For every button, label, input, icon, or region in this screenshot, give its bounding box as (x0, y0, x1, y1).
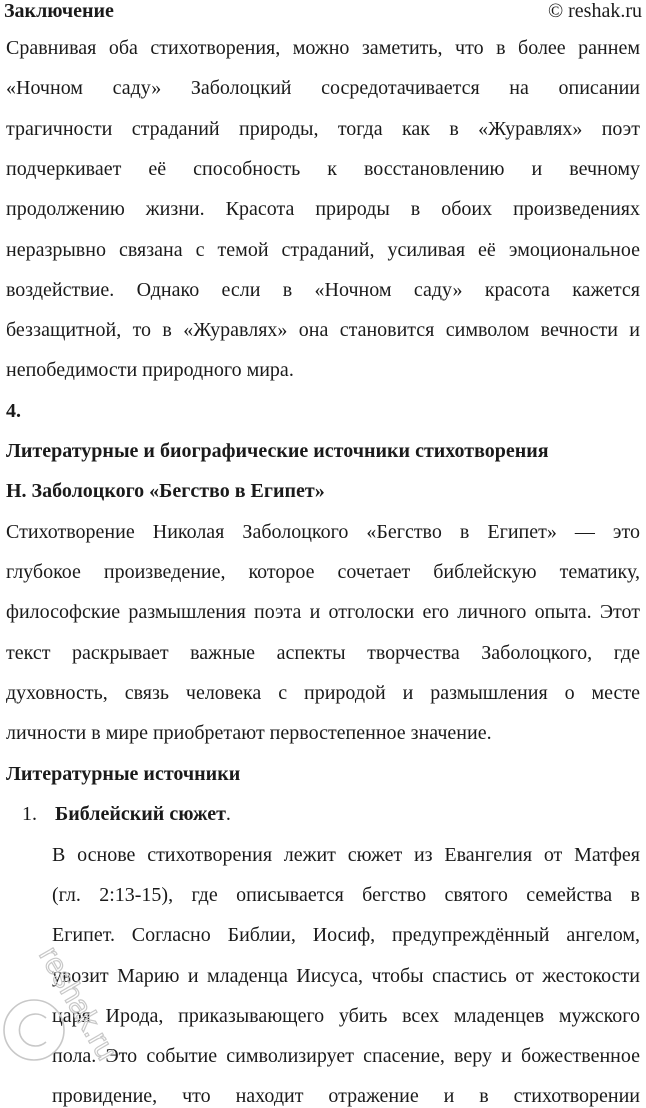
list-item-line: провидение, что находит отражение и в стихотворении (52, 1085, 640, 1107)
list-item-line: царя Ирода, приказывающего убить всех младенцев мужского (52, 1005, 640, 1027)
list-item-title: Библейский сюжет (55, 803, 226, 825)
conclusion-line: Сравнивая оба стихотворения, можно заметить, что в более раннем (6, 37, 640, 59)
intro-line: глубокое произведение, которое сочетает библейскую тематику, (6, 561, 640, 583)
intro-line: философские размышления поэта и отголоски его личного опыта. Этот (6, 601, 640, 623)
list-item-line: В основе стихотворения лежит сюжет из Евангелия от Матфея (52, 844, 640, 866)
intro-line: духовность, связь человека с природой и размышления о месте (6, 682, 640, 704)
svg-text:reshak.ru: reshak.ru (32, 941, 124, 1066)
conclusion-line: воздействие. Однако если в «Ночном саду» красота кажется (6, 279, 640, 301)
list-item-line: увозит Марию и младенца Иисуса, чтобы спастись от жестокости (52, 965, 640, 987)
conclusion-line: неразрывно связана с темой страданий, усиливая её эмоциональное (6, 239, 640, 261)
list-item-line: (гл. 2:13-15), где описывается бегство святого семейства в (52, 884, 640, 906)
list-item-title-suffix: . (225, 803, 231, 825)
conclusion-line: непобедимости природного мира. (6, 359, 294, 381)
section-title: Заключение (4, 0, 114, 22)
site-brand: © reshak.ru (547, 0, 642, 22)
section-heading: Н. Заболоцкого «Бегство в Египет» (6, 480, 325, 502)
subheading: Литературные источники (6, 763, 241, 785)
conclusion-line: трагичности страданий природы, тогда как в «Журавлях» поэт (6, 118, 640, 140)
conclusion-line: подчеркивает её способность к восстановлению и вечному (6, 158, 640, 180)
conclusion-line: «Ночном саду» Заболоцкий сосредотачивается на описании (6, 77, 640, 99)
intro-line: текст раскрывает важные аспекты творчества Заболоцкого, где (6, 642, 640, 664)
list-item (22, 802, 640, 826)
conclusion-line: беззащитной, то в «Журавлях» она становится символом вечности и (6, 319, 640, 341)
section-heading: Литературные и биографические источники стихотворения (6, 440, 549, 462)
list-item-line: Египет. Согласно Библии, Иосиф, предупреждённый ангелом, (52, 924, 640, 946)
conclusion-line: продолжению жизни. Красота природы в обоих произведениях (6, 198, 640, 220)
list-item-line: пола. Это событие символизирует спасение, веру и божественное (52, 1045, 640, 1067)
section-number: 4. (6, 400, 21, 422)
list-number: 1. (22, 803, 37, 825)
intro-line: личности в мире приобретают первостепенное значение. (6, 722, 492, 744)
intro-line: Стихотворение Николая Заболоцкого «Бегство в Египет» — это (6, 521, 640, 543)
